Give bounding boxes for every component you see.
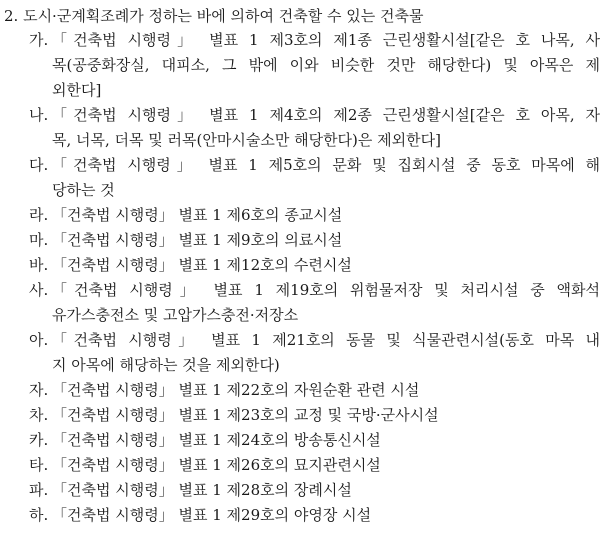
item-line: 「건축법 시행령」 별표 1 제3호의 제1종 근린생활시설[같은 호 나목, 사 (52, 31, 600, 49)
item-line: 「건축법 시행령」 별표 1 제6호의 종교시설 (52, 206, 343, 224)
item-line: 「건축법 시행령」 별표 1 제24호의 방송통신시설 (52, 431, 381, 449)
item-line: 「건축법 시행령」 별표 1 제9호의 의료시설 (52, 231, 343, 249)
item-line: 「건축법 시행령」 별표 1 제5호의 문화 및 집회시설 중 동호 마목에 해 (52, 156, 600, 174)
list-item (0, 103, 600, 153)
item-line: 「건축법 시행령」 별표 1 제28호의 장례시설 (52, 481, 352, 499)
list-item (0, 378, 600, 403)
item-marker: 나. (29, 106, 49, 124)
item-line: 지 아목에 해당하는 것을 제외한다) (52, 356, 280, 374)
item-line: 목, 너목, 더목 및 러목(안마시술소만 해당한다)은 제외한다] (52, 131, 441, 149)
item-marker: 아. (29, 331, 49, 349)
list-item (0, 153, 600, 203)
item-marker: 타. (29, 456, 49, 474)
list-item (0, 328, 600, 378)
item-marker: 사. (29, 281, 49, 299)
list-item (0, 503, 600, 528)
list-item (0, 28, 600, 103)
item-line: 목(공중화장실, 대피소, 그 밖에 이와 비슷한 것만 해당한다) 및 아목은 제 (52, 56, 600, 74)
item-line: 「건축법 시행령」 별표 1 제26호의 묘지관련시설 (52, 456, 381, 474)
item-line: 「건축법 시행령」 별표 1 제21호의 동물 및 식물관련시설(동호 마목 내 (52, 331, 600, 349)
item-marker: 카. (29, 431, 49, 449)
list-item (0, 253, 600, 278)
list-item (0, 478, 600, 503)
item-marker: 자. (29, 381, 49, 399)
item-marker: 바. (29, 256, 49, 274)
item-line: 외한다] (52, 81, 102, 99)
list-item (0, 403, 600, 428)
item-marker: 다. (29, 156, 49, 174)
item-marker: 라. (29, 206, 49, 224)
item-line: 「건축법 시행령」 별표 1 제19호의 위험물저장 및 처리시설 중 액화석 (52, 281, 600, 299)
item-line: 「건축법 시행령」 별표 1 제4호의 제2종 근린생활시설[같은 호 아목, 자 (52, 106, 600, 124)
item-line: 유가스충전소 및 고압가스충전·저장소 (52, 306, 299, 324)
item-marker: 하. (29, 506, 49, 524)
item-line: 「건축법 시행령」 별표 1 제22호의 자원순환 관련 시설 (52, 381, 420, 399)
section-heading: 2. 도시·군계획조례가 정하는 바에 의하여 건축할 수 있는 건축물 (4, 7, 424, 25)
item-marker: 파. (29, 481, 49, 499)
list-item (0, 228, 600, 253)
item-line: 「건축법 시행령」 별표 1 제29호의 야영장 시설 (52, 506, 372, 524)
list-item (0, 428, 600, 453)
item-line: 당하는 것 (52, 181, 115, 199)
item-marker: 차. (29, 406, 49, 424)
list-item (0, 203, 600, 228)
item-line: 「건축법 시행령」 별표 1 제23호의 교정 및 국방·군사시설 (52, 406, 439, 424)
list-item (0, 278, 600, 328)
list-item (0, 453, 600, 478)
item-list (0, 28, 612, 528)
item-marker: 가. (29, 31, 49, 49)
item-line: 「건축법 시행령」 별표 1 제12호의 수련시설 (52, 256, 352, 274)
item-marker: 마. (29, 231, 49, 249)
